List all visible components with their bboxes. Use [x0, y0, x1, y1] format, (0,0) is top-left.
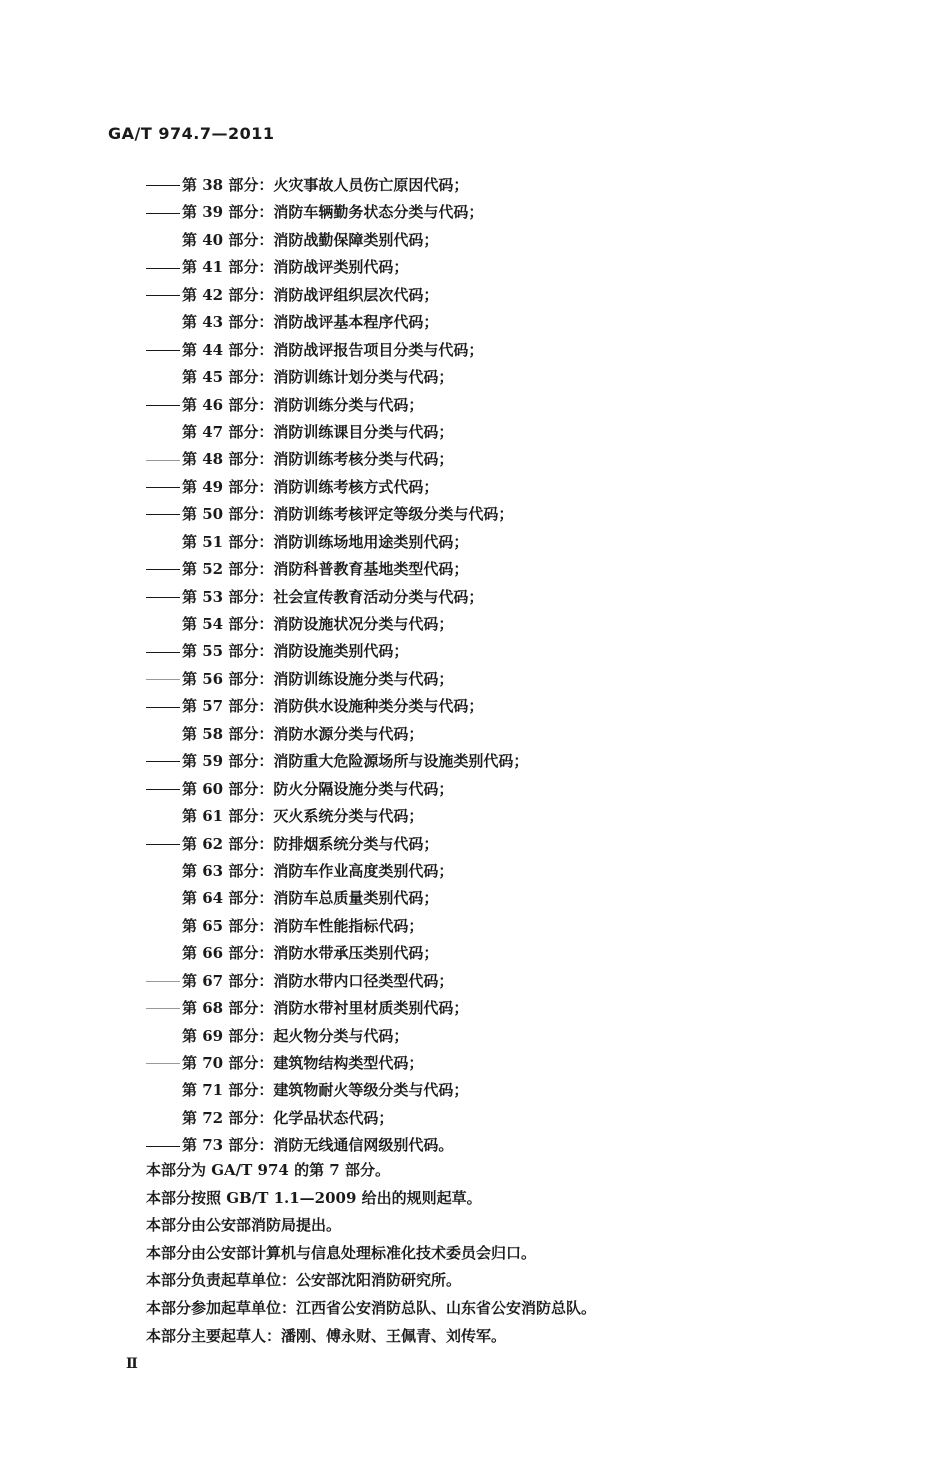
list-item-text: 第 70 部分：建筑物结构类型代码； — [182, 1054, 424, 1072]
list-item-text: 第 59 部分：消防重大危险源场所与设施类别代码； — [182, 752, 529, 771]
list-item — [146, 474, 906, 501]
list-item — [146, 1050, 906, 1077]
em-dash-marker — [146, 460, 180, 461]
list-item — [146, 1105, 906, 1132]
list-item-text: 第 42 部分：消防战评组织层次代码； — [182, 285, 439, 304]
list-item — [146, 446, 906, 473]
list-item-text: 第 49 部分：消防训练考核方式代码； — [182, 477, 439, 496]
list-item-text: 第 71 部分：建筑物耐火等级分类与代码； — [182, 1081, 469, 1100]
list-item-text: 第 54 部分：消防设施状况分类与代码； — [182, 615, 454, 633]
list-item — [146, 666, 906, 693]
list-item-text: 第 47 部分：消防训练课目分类与代码； — [182, 422, 454, 441]
em-dash-marker — [146, 213, 180, 214]
list-item — [146, 337, 906, 364]
paragraph-part-statement: 本部分为 GA/T 974 的第 7 部分。 — [146, 1161, 390, 1179]
em-dash-marker — [146, 268, 180, 269]
list-item-text: 第 73 部分：消防无线通信网级别代码。 — [182, 1136, 454, 1155]
list-item-text: 第 69 部分：起火物分类与代码； — [182, 1026, 409, 1045]
list-item-text: 第 58 部分：消防水源分类与代码； — [182, 724, 424, 743]
list-item — [146, 309, 906, 336]
list-item-text: 第 43 部分：消防战评基本程序代码； — [182, 313, 439, 332]
list-item — [146, 392, 906, 419]
list-item — [146, 501, 906, 528]
page-number: Ⅱ — [126, 1356, 138, 1372]
list-item — [146, 748, 906, 775]
em-dash-marker — [146, 1146, 180, 1147]
list-item — [146, 858, 906, 885]
list-item — [146, 227, 906, 254]
list-item-text: 第 40 部分：消防战勤保障类别代码； — [182, 230, 439, 249]
em-dash-marker — [146, 487, 180, 488]
em-dash-marker — [146, 652, 180, 653]
em-dash-marker — [146, 844, 180, 845]
list-item-text: 第 60 部分：防火分隔设施分类与代码； — [182, 779, 454, 798]
list-item — [146, 913, 906, 940]
list-item-text: 第 50 部分：消防训练考核评定等级分类与代码； — [182, 505, 514, 524]
em-dash-marker — [146, 405, 180, 406]
list-item-text: 第 56 部分：消防训练设施分类与代码； — [182, 669, 454, 688]
em-dash-marker — [146, 185, 180, 186]
list-item-text: 第 68 部分：消防水带衬里材质类别代码； — [182, 999, 469, 1018]
foreword-paragraphs — [146, 1157, 906, 1350]
list-item — [146, 364, 906, 391]
list-item-text: 第 65 部分：消防车性能指标代码； — [182, 916, 424, 935]
list-item — [146, 611, 906, 638]
em-dash-marker — [146, 350, 180, 351]
list-item-text: 第 48 部分：消防训练考核分类与代码； — [182, 450, 454, 469]
em-dash-marker — [146, 761, 180, 762]
list-item — [146, 254, 906, 281]
list-item-text: 第 67 部分：消防水带内口径类型代码； — [182, 971, 454, 990]
list-item — [146, 1077, 906, 1104]
list-item — [146, 831, 906, 858]
list-item — [146, 584, 906, 611]
em-dash-marker — [146, 514, 180, 515]
list-item — [146, 638, 906, 665]
list-item-text: 第 52 部分：消防科普教育基地类型代码； — [182, 560, 469, 579]
list-item — [146, 776, 906, 803]
list-item-text: 第 38 部分：火灾事故人员伤亡原因代码； — [182, 176, 469, 194]
list-item-text: 第 39 部分：消防车辆勤务状态分类与代码； — [182, 203, 484, 222]
list-item — [146, 721, 906, 748]
list-item-text: 第 63 部分：消防车作业高度类别代码； — [182, 861, 454, 880]
list-item-text: 第 64 部分：消防车总质量类别代码； — [182, 889, 439, 908]
list-item — [146, 885, 906, 912]
list-item-text: 第 53 部分：社会宣传教育活动分类与代码； — [182, 587, 484, 606]
em-dash-marker — [146, 1008, 180, 1009]
list-item — [146, 282, 906, 309]
paragraph-proposed-by: 本部分由公安部消防局提出。 — [146, 1216, 342, 1235]
em-dash-marker — [146, 789, 180, 790]
paragraph-responsible-drafter: 本部分负责起草单位：公安部沈阳消防研究所。 — [146, 1271, 462, 1290]
list-item — [146, 556, 906, 583]
list-item — [146, 803, 906, 830]
list-item-text: 第 57 部分：消防供水设施种类分类与代码； — [182, 697, 484, 716]
list-item-text: 第 46 部分：消防训练分类与代码； — [182, 395, 424, 414]
list-item — [146, 995, 906, 1022]
list-item — [146, 1132, 906, 1159]
em-dash-marker — [146, 981, 180, 982]
em-dash-marker — [146, 295, 180, 296]
list-item — [146, 968, 906, 995]
paragraph-drafting-rules: 本部分按照 GB/T 1.1—2009 给出的规则起草。 — [146, 1188, 482, 1207]
standard-code-header: GA/T 974.7—2011 — [108, 124, 275, 143]
list-item-text: 第 45 部分：消防训练计划分类与代码； — [182, 368, 454, 387]
paragraph-participating-drafters: 本部分参加起草单位：江西省公安消防总队、山东省公安消防总队。 — [146, 1298, 597, 1317]
parts-list — [146, 172, 906, 1160]
em-dash-marker — [146, 569, 180, 570]
list-item-text: 第 51 部分：消防训练场地用途类别代码； — [182, 532, 469, 551]
list-item — [146, 199, 906, 226]
paragraph-main-drafters: 本部分主要起草人：潘刚、傅永财、王佩青、刘传军。 — [146, 1326, 507, 1345]
list-item-text: 第 44 部分：消防战评报告项目分类与代码； — [182, 340, 484, 359]
list-item-text: 第 55 部分：消防设施类别代码； — [182, 642, 409, 661]
list-item — [146, 529, 906, 556]
list-item — [146, 1023, 906, 1050]
em-dash-marker — [146, 1063, 180, 1064]
paragraph-centralized-by: 本部分由公安部计算机与信息处理标准化技术委员会归口。 — [146, 1243, 537, 1262]
list-item — [146, 940, 906, 967]
list-item-text: 第 61 部分：灭火系统分类与代码； — [182, 807, 424, 826]
em-dash-marker — [146, 597, 180, 598]
list-item-text: 第 72 部分：化学品状态代码； — [182, 1108, 394, 1127]
em-dash-marker — [146, 679, 180, 680]
list-item — [146, 693, 906, 720]
em-dash-marker — [146, 707, 180, 708]
list-item-text: 第 66 部分：消防水带承压类别代码； — [182, 944, 439, 963]
list-item-text: 第 41 部分：消防战评类别代码； — [182, 258, 409, 277]
list-item — [146, 419, 906, 446]
list-item-text: 第 62 部分：防排烟系统分类与代码； — [182, 834, 439, 853]
list-item — [146, 172, 906, 199]
